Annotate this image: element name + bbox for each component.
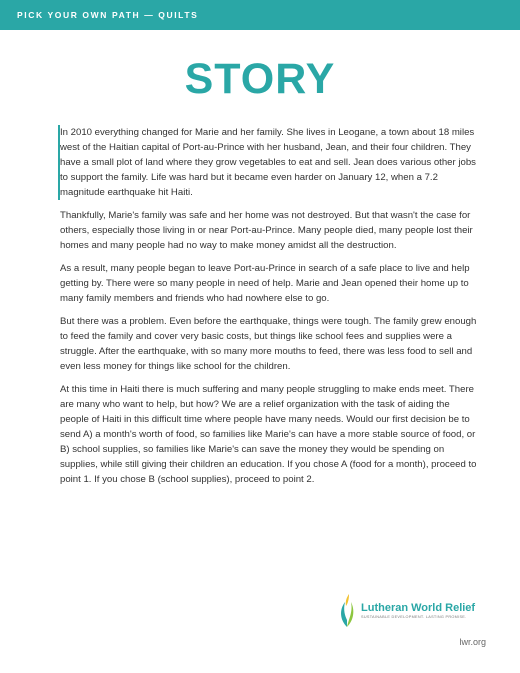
page-title: STORY	[184, 55, 336, 103]
header-bar	[0, 0, 520, 30]
org-tagline: SUSTAINABLE DEVELOPMENT. LASTING PROMISE.	[361, 615, 467, 619]
org-logo	[337, 592, 487, 628]
story-paragraph-4: But there was a problem. Even before the earthquake, things were tough. The family grew enough to feed the family and cover very basic costs, but things like school fees and supplies were a struggle. After the earthquake, with so many more mouths to feed, there was less food to sell and even less money for things like school for the children.	[60, 316, 477, 372]
org-name: Lutheran World Relief	[361, 602, 476, 614]
story-paragraph-2: Thankfully, Marie's family was safe and her home was not destroyed. But that wasn't the case for others, especially those living in or near Port-au-Prince. Many people died, many people lost their homes and many people had no way to make money amidst all the destruction.	[60, 210, 473, 251]
website-link[interactable]: lwr.org	[459, 637, 486, 647]
story-paragraph-5: At this time in Haiti there is much suffering and many people struggling to make ends meet. There are many who want to help, but how? We are a relief organization with the task of aiding the people of Haiti in this difficult time where people have many needs. Would our first decision be to send A) a month's worth of food, so families like Marie's can have a more stable source of food, or B) school supplies, so families like Marie's can save the money they would be spending on supplies, while still giving their children an education. If you chose A (food for a month), proceed to point 1. If you chose B (school supplies), proceed to point 2.	[60, 384, 477, 485]
story-body	[60, 125, 478, 495]
lwr-flame-logo-icon	[337, 592, 357, 628]
story-paragraph-1: In 2010 everything changed for Marie and her family. She lives in Leogane, a town about 18 miles west of the Haitian capital of Port-au-Prince with her husband, Jean, and their four children. They have a small plot of land where they grow vegetables to eat and sell. Jean does various other jobs to support the family. Life was hard but it became even harder on January 12, when a 7.2 magnitude earthquake hit Haiti.	[58, 125, 478, 200]
story-paragraph-3: As a result, many people began to leave Port-au-Prince in search of a safe place to live and help getting by. There were so many people in need of help. Marie and Jean opened their home up to many family members and friends who had nowhere else to go.	[60, 263, 470, 304]
header-label: PICK YOUR OWN PATH — QUILTS	[17, 10, 199, 20]
